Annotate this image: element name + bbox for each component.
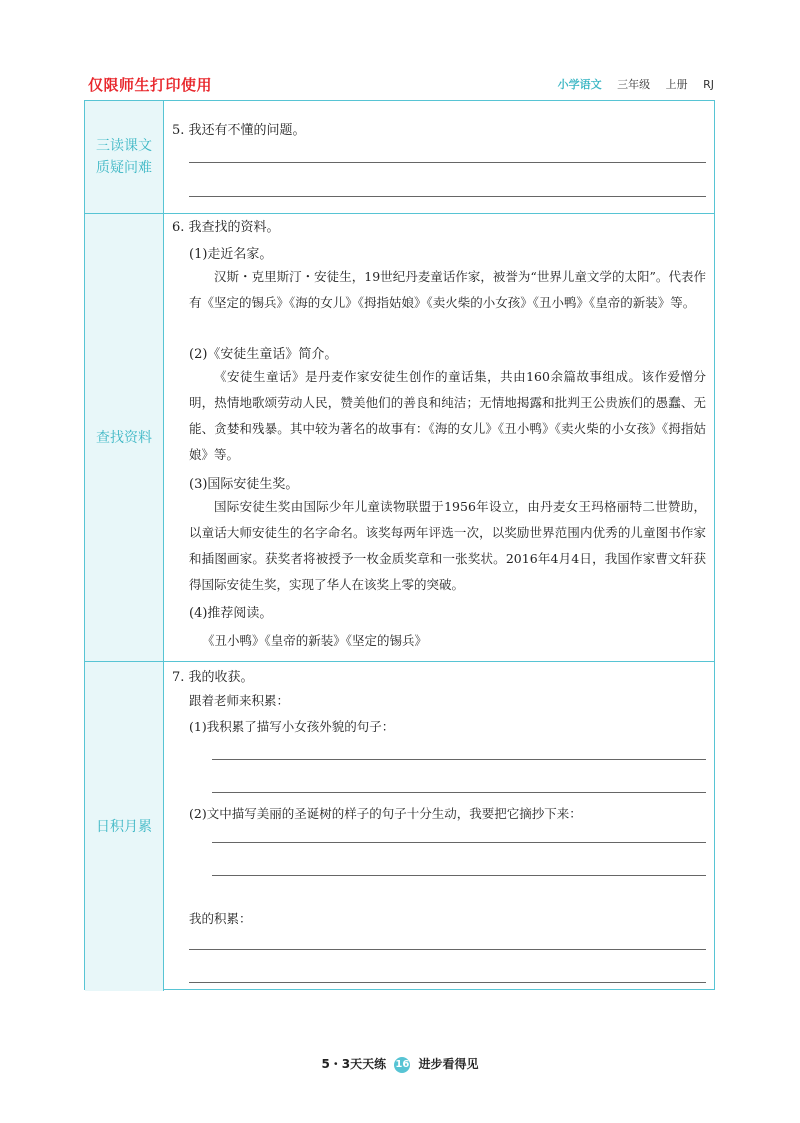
answer-line[interactable] [212,792,706,793]
page-number: 16 [394,1057,410,1073]
answer-line[interactable] [212,875,706,876]
section-research-row [85,214,714,662]
prompt-2: (2)文中描写美丽的圣诞树的样子的句子十分生动，我要把它摘抄下来： [189,806,582,821]
edition-label: RJ [703,78,714,91]
section-label-text: 三读课文 质疑问难 [96,138,152,176]
section-label [85,214,164,661]
intro-text: 跟着老师来积累： [189,693,290,708]
grade-label: 三年级 [617,78,651,91]
worksheet-table [84,100,715,990]
section-label-text: 查找资料 [96,429,152,446]
recommended-books: 《丑小鸭》《皇帝的新装》《坚定的锡兵》 [202,633,428,648]
prompt-1: (1)我积累了描写小女孩外貌的句子： [189,719,395,734]
section-label [85,101,164,213]
answer-line[interactable] [212,842,706,843]
sub-body: 汉斯・克里斯汀・安徒生，19世纪丹麦童话作家，被誉为“世界儿童文学的太阳”。代表作有《坚定的锡兵》《海的女儿》《拇指姑娘》《卖火柴的小女孩》《丑小鸭》《皇帝的新装》等。 [189,269,706,310]
question-6: 6. 我查找的资料。 [172,220,280,235]
sub-heading: (2)《安徒生童话》简介。 [189,347,338,362]
answer-line[interactable] [189,162,706,163]
sub-heading: (3)国际安徒生奖。 [189,477,299,492]
section-content [164,101,714,213]
sub-body: 国际安徒生奖由国际少年儿童读物联盟于1956年设立，由丹麦女王玛格丽特二世赞助，以童话大师安徒生的名字命名。该奖每两年评选一次，以奖励世界范围内优秀的儿童图书作家和插图画家。获奖者将被授予一枚金质奖章和一张奖状。2016年4月4日，我国作家曹文轩获得国际安徒生奖，实现了华人在该奖上零的突破。 [189,499,706,592]
sub-body: 《安徒生童话》是丹麦作家安徒生创作的童话集，共由160余篇故事组成。该作爱憎分明，热情地歌颂劳动人民，赞美他们的善良和纯洁；无情地揭露和批判王公贵族们的愚蠢、无能、贪婪和残暴。其中较为著名的故事有：《海的女儿》《丑小鸭》《卖火柴的小女孩》《拇指姑娘》等。 [189,369,706,462]
volume-label: 上册 [665,78,688,91]
question-7: 7. 我的收获。 [172,670,254,685]
subject-label: 小学语文 [557,78,602,91]
section-label-text: 日积月累 [96,818,152,835]
slogan-label: 进步看得见 [418,1057,479,1071]
section-accumulation-row [85,662,714,991]
answer-line[interactable] [189,949,706,950]
print-restriction-notice: 仅限师生打印使用 [88,76,213,94]
section-content [164,662,714,991]
answer-line[interactable] [189,196,706,197]
page-footer [0,1055,800,1073]
answer-line[interactable] [212,759,706,760]
sub-heading: (1)走近名家。 [189,247,273,262]
question-5: 5. 我还有不懂的问题。 [172,123,306,138]
page-header [84,74,716,94]
sub-heading: (4)推荐阅读。 [189,606,273,621]
my-accumulation-label: 我的积累： [189,911,252,926]
brand-label: 5・3天天练 [321,1057,387,1071]
answer-line[interactable] [189,982,706,983]
book-info [546,76,714,92]
section-label [85,662,164,991]
section-question-row [85,101,714,214]
section-content [164,214,714,661]
